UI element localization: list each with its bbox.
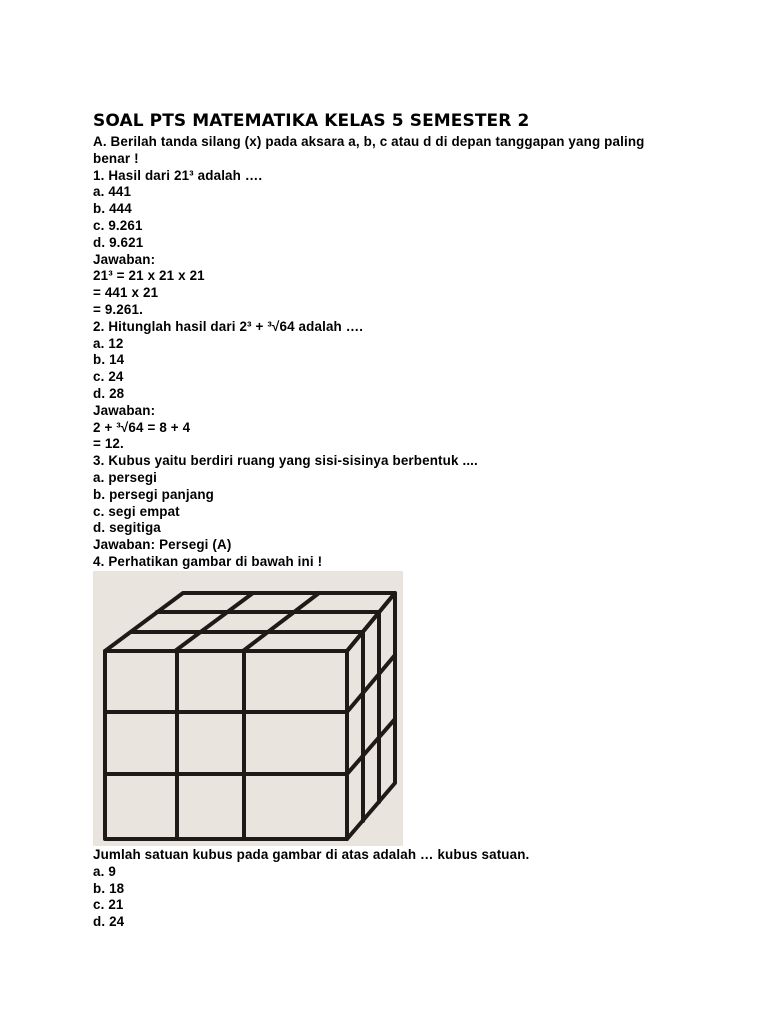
question-2-option-c: c. 24 [93, 369, 124, 385]
question-4-follow-up: Jumlah satuan kubus pada gambar di atas adalah … kubus satuan. [93, 847, 530, 862]
question-3-answer: Jawaban: Persegi (A) [93, 537, 232, 553]
question-1-option-a: a. 441 [93, 184, 132, 200]
question-4-option-b: b. 18 [93, 880, 125, 896]
question-3-option-c: c. segi empat [93, 503, 180, 519]
question-1-option-d: d. 9.621 [93, 234, 144, 250]
question-2-answer-label: Jawaban: [93, 402, 156, 418]
question-4-option-a: a. 9 [93, 863, 116, 879]
question-3-option-a: a. persegi [93, 469, 158, 485]
document-title: SOAL PTS MATEMATIKA KELAS 5 SEMESTER 2 [93, 111, 530, 131]
cube-right-hline-2 [347, 719, 395, 774]
question-3-option-b: b. persegi panjang [93, 486, 215, 502]
cube-right-face [347, 593, 395, 839]
cube-top-face [105, 593, 395, 651]
question-1-answer-line-1: 21³ = 21 x 21 x 21 [93, 268, 205, 284]
question-1-option-b: b. 444 [93, 201, 132, 217]
questions-block [93, 134, 693, 571]
cube-figure-photo [93, 571, 403, 846]
question-2-answer-line-1: 2 + ³√64 = 8 + 4 [93, 419, 191, 435]
cube-right-hline-1 [347, 655, 395, 712]
cube-front-face [105, 651, 347, 839]
question-4-option-c: c. 21 [93, 897, 124, 913]
question-1-text: 1. Hasil dari 21³ adalah …. [93, 167, 263, 183]
question-4-option-d: d. 24 [93, 914, 125, 930]
question-2-option-a: a. 12 [93, 335, 124, 351]
question-2-answer-line-2: = 12. [93, 436, 124, 452]
question-1-answer-line-2: = 441 x 21 [93, 285, 159, 301]
cube-top-line-4 [243, 593, 319, 651]
question-1-option-c: c. 9.261 [93, 217, 143, 233]
question-1-answer-label: Jawaban: [93, 251, 156, 267]
question-4-text: 4. Perhatikan gambar di bawah ini ! [93, 553, 323, 569]
question-3-option-d: d. segitiga [93, 520, 161, 536]
question-3-text: 3. Kubus yaitu berdiri ruang yang sisi-sisinya berbentuk .... [93, 453, 478, 469]
question-1-answer-line-3: = 9.261. [93, 301, 143, 317]
rubik-cube-drawing [93, 571, 403, 846]
cube-top-line-3 [175, 593, 253, 651]
question-2-option-d: d. 28 [93, 385, 125, 401]
question-2-text: 2. Hitunglah hasil dari 2³ + ³√64 adalah …. [93, 318, 364, 334]
question-2-option-b: b. 14 [93, 352, 125, 368]
instruction-text: A. Berilah tanda silang (x) pada aksara a, b, c atau d di depan tanggapan yang paling benar ! [93, 134, 645, 166]
question-4-after-figure [93, 847, 693, 931]
